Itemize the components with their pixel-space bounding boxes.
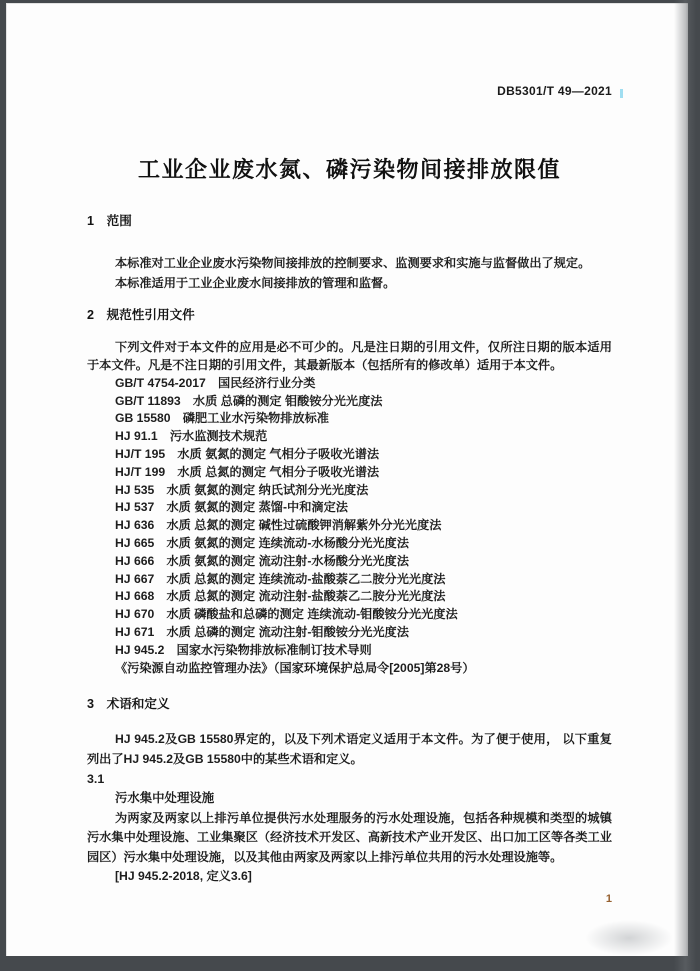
reference-list: [87, 375, 612, 678]
reference-item: HJ 666 水质 氨氮的测定 流动注射-水杨酸分光光度法: [115, 553, 409, 568]
reference-item: HJ 537 水质 氨氮的测定 蒸馏-中和滴定法: [115, 500, 348, 515]
reference-item: HJ 91.1 污水监测技术规范: [115, 429, 268, 444]
reference-item: HJ 670 水质 磷酸盐和总磷的测定 连续流动-钼酸铵分光光度法: [115, 607, 458, 622]
document-page: [6, 3, 688, 956]
reference-item: HJ 535 水质 氨氮的测定 纳氏试剂分光光度法: [115, 482, 369, 497]
reference-item: HJ 636 水质 总氮的测定 碱性过硫酸钾消解紫外分光光度法: [115, 518, 442, 533]
reference-item: HJ 667 水质 总氮的测定 连续流动-盐酸萘乙二胺分光光度法: [115, 571, 446, 586]
reference-item: 《污染源自动监控管理办法》（国家环境保护总局令[2005]第28号）: [115, 660, 475, 675]
page-content: [87, 3, 612, 905]
scope-line-1: 本标准对工业企业废水污染物间接排放的控制要求、监测要求和实施与监督做出了规定。: [115, 256, 591, 270]
reference-item: HJ 665 水质 氨氮的测定 连续流动-水杨酸分光光度法: [115, 535, 409, 550]
section-heading-scope: 1 范围: [87, 214, 132, 228]
scope-paragraphs: [87, 254, 612, 293]
section-heading-terms: 3 术语和定义: [87, 697, 170, 712]
term-number: 3.1: [87, 771, 105, 786]
terms-block: [87, 730, 612, 887]
reference-item: HJ 945.2 国家水污染物排放标准制订技术导则: [115, 642, 372, 657]
reference-item: GB/T 11893 水质 总磷的测定 钼酸铵分光光度法: [115, 393, 383, 408]
section-heading-references: 2 规范性引用文件: [87, 308, 195, 323]
term-source: [HJ 945.2-2018, 定义3.6]: [115, 869, 252, 884]
scan-artifact-cyan: [620, 89, 623, 98]
references-block: [87, 339, 612, 677]
reference-item: HJ/T 195 水质 氨氮的测定 气相分子吸收光谱法: [115, 446, 380, 461]
reference-item: HJ 668 水质 总氮的测定 流动注射-盐酸萘乙二胺分光光度法: [115, 589, 446, 604]
document-title: 工业企业废水氮、磷污染物间接排放限值: [137, 157, 561, 182]
reference-item: GB/T 4754-2017 国民经济行业分类: [115, 375, 316, 390]
scope-line-2: 本标准适用于工业企业废水间接排放的管理和监督。: [115, 275, 396, 290]
reference-item: HJ 671 水质 总磷的测定 流动注射-钼酸铵分光光度法: [115, 624, 409, 639]
references-intro: 下列文件对于本文件的应用是必不可少的。凡是注日期的引用文件，仅所注日期的版本适用于本文件。凡是不注日期的引用文件，其最新版本（包括所有的修改单）适用于本文件。: [87, 340, 612, 372]
reference-item: HJ/T 199 水质 总氮的测定 气相分子吸收光谱法: [115, 464, 380, 479]
page-number: 1: [605, 893, 612, 906]
standard-code-header: DB5301/T 49—2021: [497, 84, 612, 98]
term-name: 污水集中处理设施: [115, 791, 215, 806]
reference-item: GB 15580 磷肥工业水污染物排放标准: [115, 411, 329, 426]
term-definition: 为两家及两家以上排污单位提供污水处理服务的污水处理设施，包括各种规模和类型的城镇污水集中处理设施、工业集聚区（经济技术开发区、高新技术产业开发区、出口加工区等各类工业园区）污水集中处理设施，以及其他由两家及两家以上排污单位共用的污水处理设施等。: [87, 810, 612, 864]
terms-intro: HJ 945.2及GB 15580界定的，以及下列术语定义适用于本文件。为了便于使用， 以下重复列出了HJ 945.2及GB 15580中的某些术语和定义。: [87, 732, 612, 766]
